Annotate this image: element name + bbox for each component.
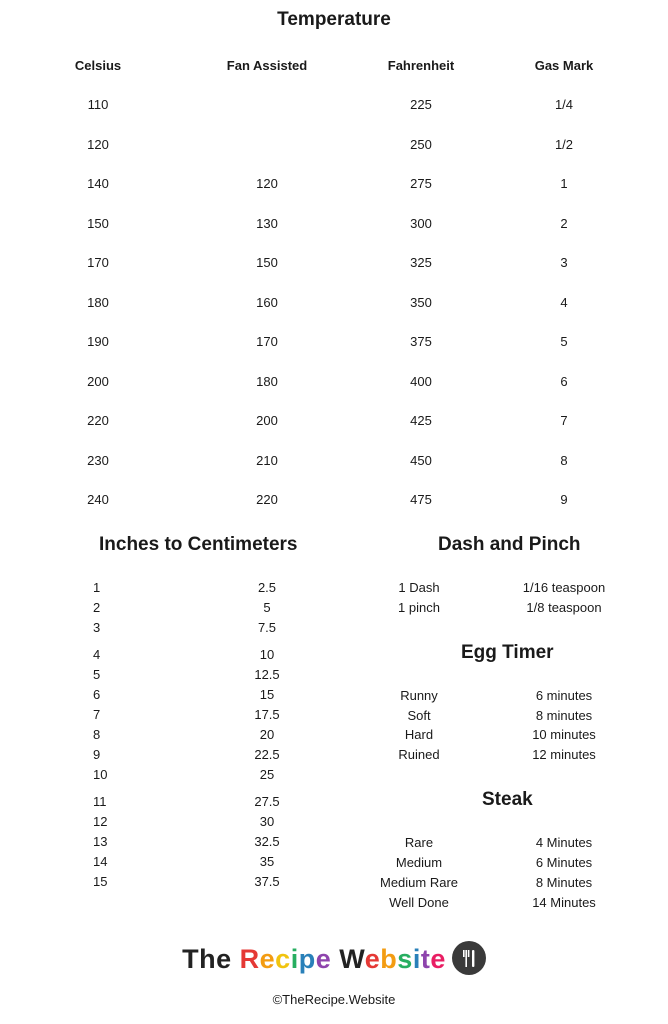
cm-value: 10 [259,647,275,662]
site-logo [0,944,668,978]
temperature-cell: 210 [256,452,278,468]
inch-value: 5 [93,667,101,682]
logo-letter: s [397,944,413,975]
steak-title: Steak [482,789,533,810]
steak-label: Well Done [389,895,449,910]
temperature-cell: 400 [410,373,432,389]
temperature-cell: 375 [410,334,432,349]
temperature-cell: 1/4 [554,97,574,112]
dash-label: 1 pinch [398,600,440,615]
steak-value: 6 Minutes [535,855,593,870]
temperature-cell: 220 [87,413,109,428]
cm-value: 30 [259,814,275,829]
cm-value: 20 [259,727,275,742]
temperature-cell: 325 [410,255,432,270]
temperature-cell: 8 [560,452,568,468]
temperature-cell: 170 [256,334,278,349]
temperature-cell: 250 [410,136,432,152]
temperature-cell: 425 [410,413,432,428]
inch-value: 13 [93,834,108,849]
temperature-cell: 150 [87,215,109,231]
temperature-cell: 220 [256,492,278,507]
header-celsius: Celsius [74,58,122,73]
egg-value: 8 minutes [535,708,593,723]
temperature-cell: 9 [560,492,568,507]
header-fahrenheit: Fahrenheit [387,58,455,73]
egg-label: Hard [404,727,434,742]
temperature-cell: 160 [256,294,278,310]
cutlery-icon [452,941,486,975]
temperature-cell: 120 [256,176,278,191]
egg-label: Ruined [398,747,440,762]
inch-value: 8 [93,727,101,742]
cm-value: 25 [259,767,275,782]
logo-letter: c [275,944,291,975]
temperature-cell: 450 [410,452,432,468]
temperature-cell: 350 [410,294,432,310]
temperature-cell: 2 [560,215,568,231]
temperature-cell: 6 [560,373,568,389]
cm-value: 15 [259,687,275,702]
inches-title: Inches to Centimeters [99,534,298,555]
cm-value: 2.5 [257,580,277,595]
logo-letter: p [298,944,316,975]
cm-value: 5 [263,600,271,615]
temperature-cell: 150 [256,255,278,270]
logo-letter: e [259,944,276,975]
logo-letter: b [380,944,398,975]
temperature-cell: 240 [87,492,109,507]
inch-value: 7 [93,707,101,722]
logo-letter: t [420,944,431,975]
temperature-cell: 300 [410,215,432,231]
temperature-cell: 4 [560,294,568,310]
inch-value: 9 [93,747,101,762]
egg-label: Runny [400,688,438,703]
temperature-cell: 140 [87,176,109,191]
temperature-cell: 180 [87,294,109,310]
temperature-cell: 475 [410,492,432,507]
egg-label: Soft [407,708,431,723]
temperature-title: Temperature [277,9,391,30]
header-gas-mark: Gas Mark [534,58,594,73]
inch-value: 14 [93,854,108,869]
inch-value: 2 [93,600,101,615]
temperature-cell: 170 [87,255,109,270]
logo-letter: W [331,944,365,975]
inch-value: 12 [93,814,108,829]
inch-value: 15 [93,874,108,889]
temperature-cell: 230 [87,452,109,468]
steak-label: Medium Rare [379,875,459,890]
logo-letter: i [290,944,299,975]
inch-value: 4 [93,647,101,662]
cm-value: 27.5 [254,794,280,809]
header-fan-assisted: Fan Assisted [226,58,308,73]
temperature-cell: 180 [256,373,278,389]
logo-letter: i [412,944,421,975]
steak-value: 14 Minutes [532,895,596,910]
inch-value: 11 [93,794,107,809]
temperature-cell: 120 [87,136,109,152]
logo-letter: e [430,944,446,975]
steak-value: 4 Minutes [535,835,593,850]
logo-text [182,944,446,974]
temperature-cell: 3 [560,255,568,270]
inch-value: 6 [93,687,101,702]
dash-title: Dash and Pinch [438,534,581,555]
temperature-cell: 190 [87,334,109,349]
copyright-text: ©TheRecipe.Website [272,992,396,1007]
temperature-cell: 130 [256,215,278,231]
inch-value: 3 [93,620,101,635]
temperature-cell: 1 [560,176,568,191]
temperature-cell: 7 [560,413,568,428]
egg-value: 12 minutes [532,747,596,762]
temperature-cell: 5 [560,334,568,349]
temperature-cell: 225 [410,97,432,112]
cm-value: 32.5 [254,834,280,849]
logo-letter: e [315,944,332,975]
cm-value: 37.5 [254,874,280,889]
logo-letter: e [364,944,381,975]
temperature-cell: 110 [87,97,109,112]
temperature-cell: 1/2 [554,136,574,152]
dash-label: 1 Dash [398,580,440,595]
dash-value: 1/16 teaspoon [522,580,606,595]
temperature-cell: 275 [410,176,432,191]
steak-label: Rare [404,835,434,850]
logo-letter: R [239,944,260,975]
egg-value: 10 minutes [532,727,596,742]
inch-value: 1 [93,580,101,595]
egg-value: 6 minutes [535,688,593,703]
cm-value: 17.5 [254,707,280,722]
logo-letter: The [182,944,240,975]
cm-value: 12.5 [254,667,280,682]
steak-label: Medium [395,855,443,870]
cm-value: 35 [259,854,275,869]
cm-value: 7.5 [257,620,277,635]
temperature-cell: 200 [256,413,278,428]
temperature-cell: 200 [87,373,109,389]
dash-value: 1/8 teaspoon [526,600,602,615]
egg-title: Egg Timer [461,642,554,663]
steak-value: 8 Minutes [535,875,593,890]
inch-value: 10 [93,767,108,782]
cm-value: 22.5 [254,747,280,762]
